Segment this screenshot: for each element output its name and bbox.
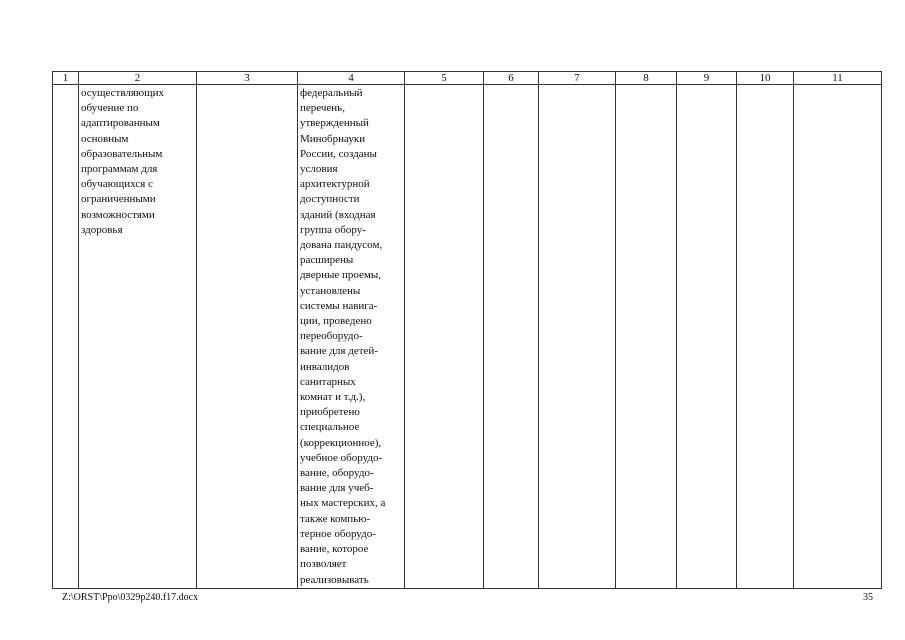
cell-line: федеральный xyxy=(300,87,363,99)
cell-line: дована пандусом, xyxy=(300,239,383,252)
cell-line: санитарных xyxy=(300,375,356,388)
cell-line: группа обору- xyxy=(300,223,366,236)
data-table xyxy=(52,71,882,589)
cell-line: специальное xyxy=(300,421,360,434)
column-header-3: 3 xyxy=(197,72,298,85)
cell-line: учебное оборудо- xyxy=(300,451,383,464)
cell-line: адаптированным xyxy=(81,117,160,130)
cell-line: России, созданы xyxy=(300,147,377,160)
column-header-11: 11 xyxy=(794,72,882,85)
cell-text-col4 xyxy=(298,85,404,588)
cell-line: ограниченными xyxy=(81,193,156,206)
cell-line: вание, оборудо- xyxy=(300,467,374,480)
footer-file-path: Z:\ORST\Ppo\0329p240.f17.docx xyxy=(62,592,199,603)
cell-line: переоборудо- xyxy=(300,330,363,343)
cell-line: терное оборудо- xyxy=(300,527,376,540)
column-header-5: 5 xyxy=(405,72,484,85)
cell-line: комнат и т.д.), xyxy=(300,391,366,404)
column-header-6: 6 xyxy=(484,72,539,85)
cell-line: обучение по xyxy=(81,102,139,115)
column-header-8: 8 xyxy=(616,72,677,85)
cell-line: утвержденный xyxy=(300,117,369,130)
cell-line: зданий (входная xyxy=(300,208,376,221)
cell-line: здоровья xyxy=(81,223,123,236)
cell-line: вание, которое xyxy=(300,543,369,556)
table-cell-col5 xyxy=(405,85,484,589)
cell-line: Минобрнауки xyxy=(300,132,366,145)
cell-line: образовательным xyxy=(81,147,163,160)
cell-line: позволяет xyxy=(300,558,347,571)
cell-line: осуществляющих xyxy=(81,87,164,99)
cell-line: ных мастерских, а xyxy=(300,497,386,510)
footer-page-number: 35 xyxy=(863,592,873,603)
cell-line: обучающихся с xyxy=(81,178,153,191)
cell-line: (коррекционное), xyxy=(300,436,382,449)
cell-line: основным xyxy=(81,132,129,145)
table-cell-col3 xyxy=(197,85,298,589)
column-header-10: 10 xyxy=(737,72,794,85)
cell-line: инвалидов xyxy=(300,360,350,373)
column-header-4: 4 xyxy=(298,72,405,85)
cell-line: расширены xyxy=(300,254,354,267)
column-header-1: 1 xyxy=(53,72,79,85)
table-cell-col2 xyxy=(79,85,197,589)
table-cell-col11 xyxy=(794,85,882,589)
cell-line: условия xyxy=(300,163,338,176)
table-row xyxy=(53,85,882,589)
cell-line: также компью- xyxy=(300,512,371,525)
cell-text-col2 xyxy=(79,85,196,238)
column-header-9: 9 xyxy=(677,72,737,85)
table-cell-col4 xyxy=(298,85,405,589)
cell-line: перечень, xyxy=(300,102,345,115)
cell-line: дверные проемы, xyxy=(300,269,382,282)
cell-line: системы навига- xyxy=(300,299,378,312)
column-header-7: 7 xyxy=(539,72,616,85)
cell-line: реализовывать xyxy=(300,573,369,586)
table-cell-col1 xyxy=(53,85,79,589)
cell-line: вание для учеб- xyxy=(300,482,374,495)
cell-line: архитектурной xyxy=(300,178,370,191)
cell-line: возможностями xyxy=(81,208,155,221)
header-row xyxy=(53,72,882,85)
column-header-2: 2 xyxy=(79,72,197,85)
table-cell-col6 xyxy=(484,85,539,589)
cell-line: приобретено xyxy=(300,406,360,419)
table-cell-col7 xyxy=(539,85,616,589)
cell-line: доступности xyxy=(300,193,360,206)
cell-line: ции, проведено xyxy=(300,315,372,328)
cell-line: установлены xyxy=(300,284,361,297)
table-cell-col10 xyxy=(737,85,794,589)
table-cell-col9 xyxy=(677,85,737,589)
cell-line: вание для детей- xyxy=(300,345,378,358)
table-cell-col8 xyxy=(616,85,677,589)
cell-line: программам для xyxy=(81,163,158,176)
